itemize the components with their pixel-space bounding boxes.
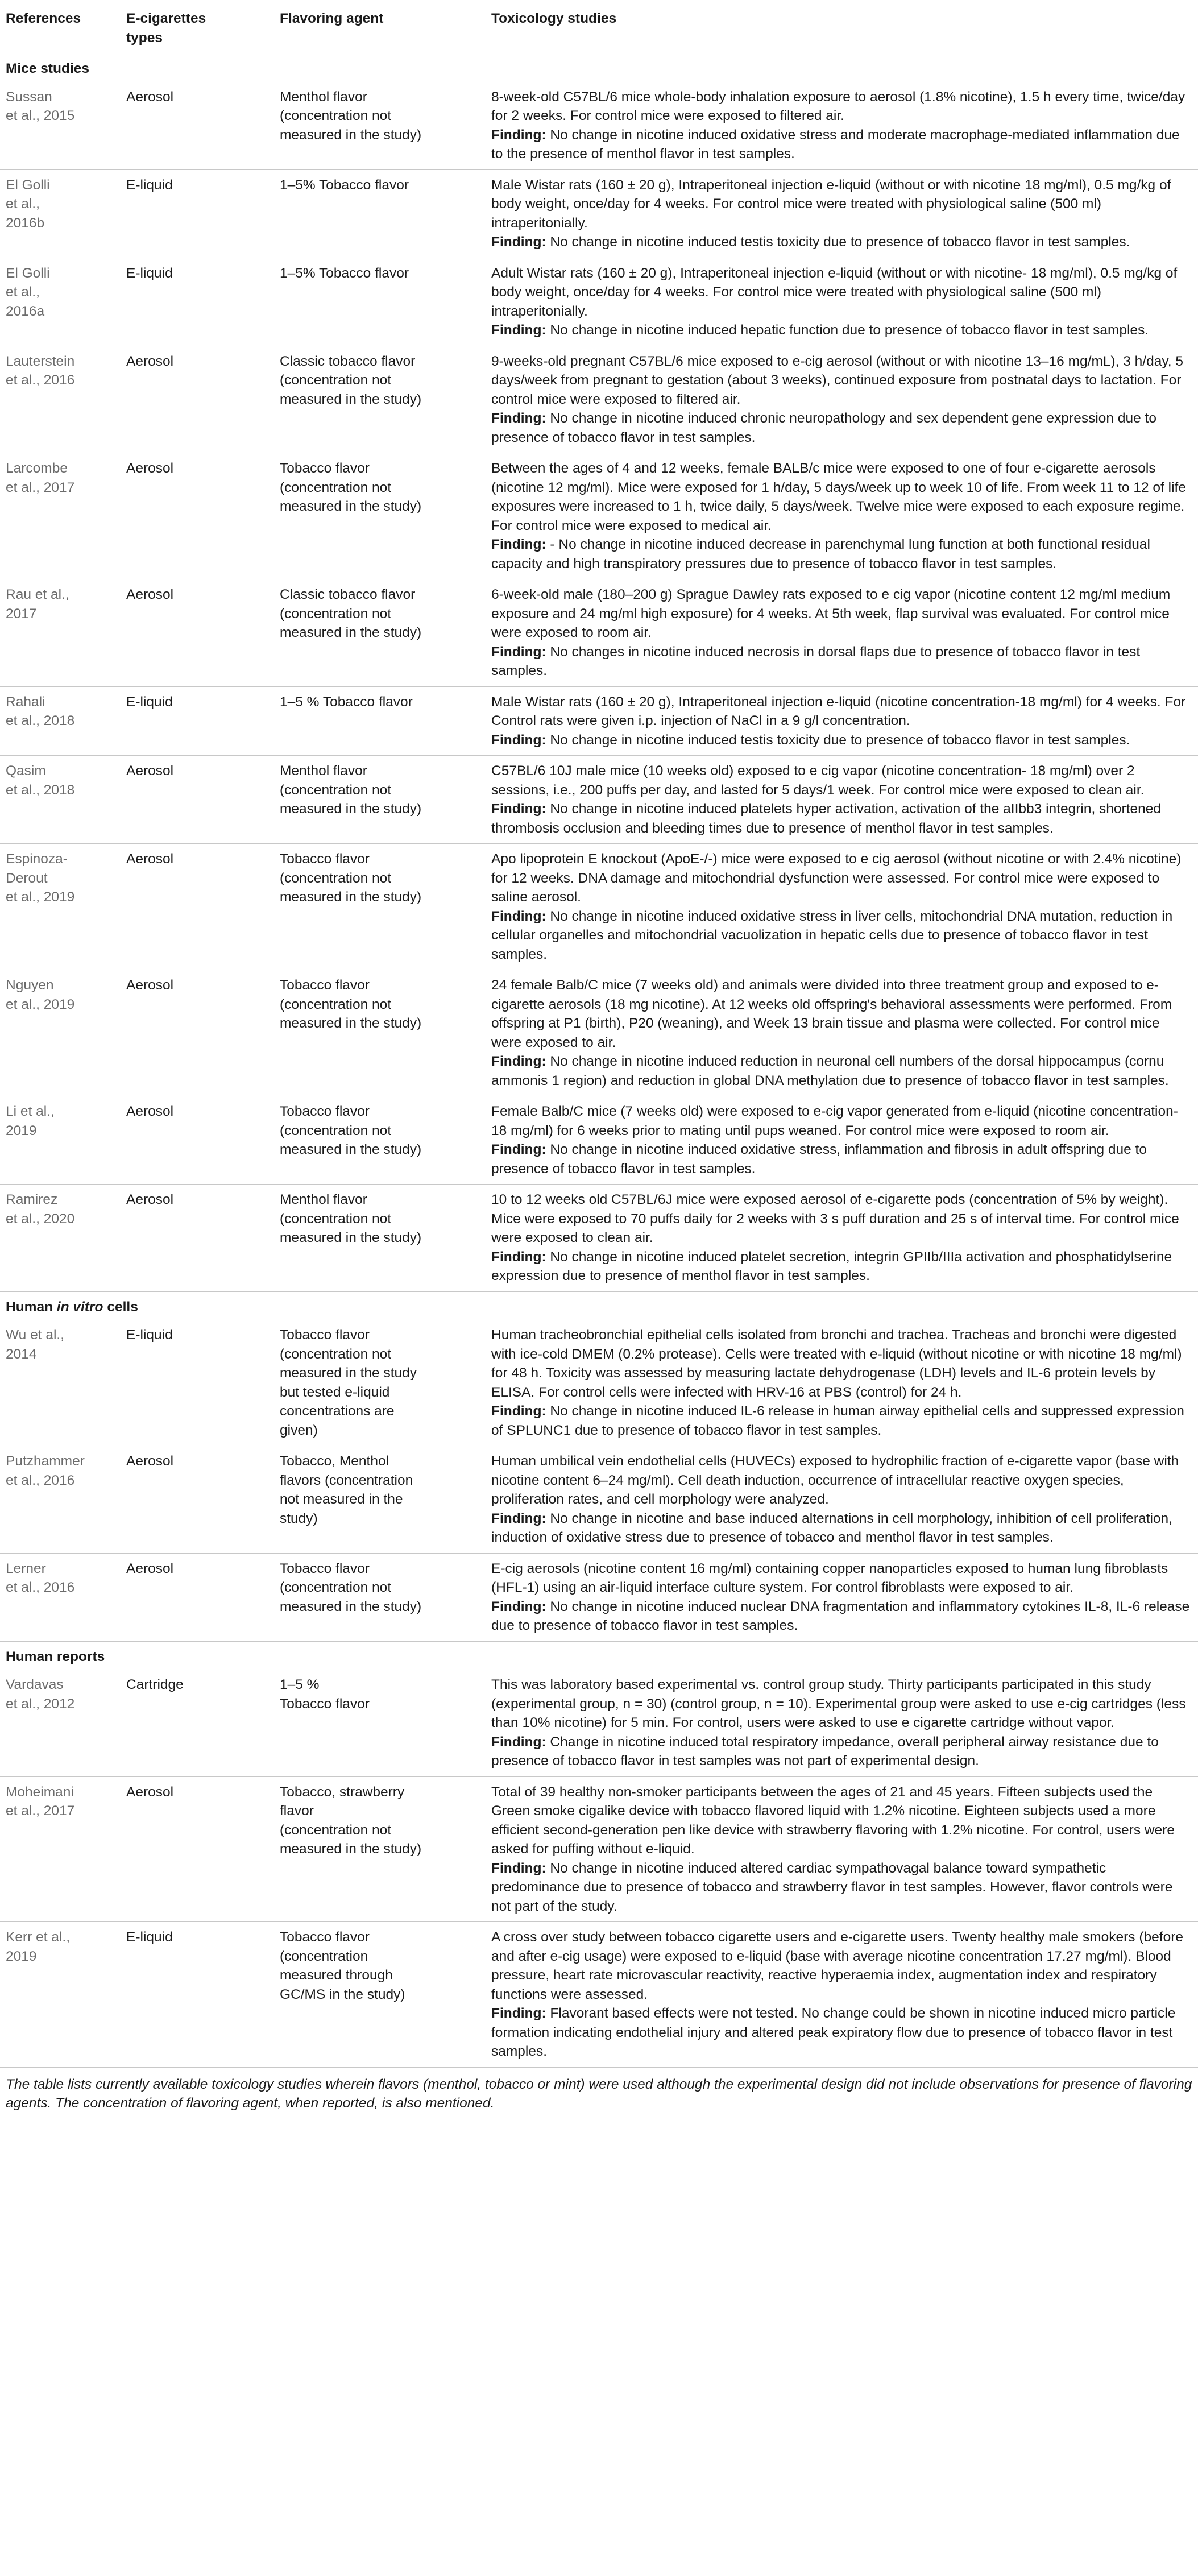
study-description: 10 to 12 weeks old C57BL/6J mice were exposed aerosol of e-cigarette pods (concentration of 5% by weight). Mice were exposed to 70 puffs daily for 2 weeks with 3 s puff duration and 25 s of interval time. For control mice were exposed to clean air. bbox=[491, 1192, 1179, 1245]
ecig-type-cell: Cartridge bbox=[126, 1677, 184, 1692]
finding-label: Finding: bbox=[491, 732, 546, 748]
reference-cell: Rau et al., 2017 bbox=[6, 587, 69, 622]
finding-text: No change in nicotine induced altered cardiac sympathovagal balance toward sympathetic predominance due to presence of tobacco and strawberry flavor in test samples. However, flavor controls were not part of the study. bbox=[491, 1860, 1177, 1914]
study-finding bbox=[491, 1248, 1191, 1286]
study-finding bbox=[491, 1402, 1191, 1440]
group-heading-italic: in vitro bbox=[56, 1299, 103, 1315]
toxicology-study-cell bbox=[486, 844, 1198, 970]
reference-cell: Vardavas et al., 2012 bbox=[6, 1677, 75, 1712]
finding-label: Finding: bbox=[491, 1142, 546, 1157]
flavoring-agent-cell: Tobacco flavor (concentration not measured in the study) bbox=[280, 978, 422, 1031]
group-heading-suffix: cells bbox=[103, 1299, 138, 1315]
ecig-type-cell: Aerosol bbox=[126, 461, 174, 476]
finding-text: Change in nicotine induced total respiratory impedance, overall peripheral airway resistance due to presence of tobacco flavor in test samples was not part of experimental design. bbox=[491, 1734, 1163, 1769]
toxicology-study-cell bbox=[486, 453, 1198, 579]
finding-text: - No change in nicotine induced decrease in parenchymal lung function at both functional residual capacity and high transpiratory pressures due to presence of tobacco flavor in test samples. bbox=[491, 537, 1154, 571]
toxicology-study-cell bbox=[486, 1922, 1198, 2068]
flavoring-agent-cell: Menthol flavor (concentration not measured in the study) bbox=[280, 763, 422, 817]
study-finding bbox=[491, 1733, 1191, 1771]
finding-label: Finding: bbox=[491, 1403, 546, 1419]
study-finding bbox=[491, 126, 1191, 164]
study-finding bbox=[491, 233, 1191, 252]
study-description: 6-week-old male (180–200 g) Sprague Dawley rats exposed to e cig vapor (nicotine content 12 mg/ml medium exposure and 24 mg/ml high exposure) for 4 weeks. At 5th week, flap survival was evaluated. For control mice were exposed to room air. bbox=[491, 587, 1171, 640]
reference-cell: Qasim et al., 2018 bbox=[6, 763, 75, 798]
ecig-type-cell: E-liquid bbox=[126, 694, 173, 710]
ecig-type-cell: Aerosol bbox=[126, 851, 174, 867]
table-row bbox=[0, 1096, 1198, 1185]
flavoring-agent-cell: Tobacco flavor (concentration not measured in the study but tested e-liquid concentrations are given) bbox=[280, 1327, 417, 1438]
table-row bbox=[0, 1922, 1198, 2068]
finding-text: No change in nicotine and base induced alternations in cell morphology, inhibition of cell proliferation, induction of oxidative stress due to presence of tobacco and menthol flavor in test samples. bbox=[491, 1510, 1176, 1545]
study-description: C57BL/6 10J male mice (10 weeks old) exposed to e cig vapor (nicotine concentration- 18 mg/ml) over 2 sessions, i.e., 200 puffs per day, and lasted for 5 days/1 week. For control mice were exposed to clean air. bbox=[491, 763, 1145, 798]
toxicology-table bbox=[0, 8, 1198, 2068]
group-heading: Human reports bbox=[6, 1649, 105, 1664]
toxicology-study-cell bbox=[486, 258, 1198, 346]
toxicology-study-cell bbox=[486, 1446, 1198, 1554]
table-row bbox=[0, 1185, 1198, 1292]
finding-text: No change in nicotine induced testis toxicity due to presence of tobacco flavor in test samples. bbox=[546, 234, 1130, 250]
flavoring-agent-cell: Tobacco flavor (concentration not measured in the study) bbox=[280, 851, 422, 905]
finding-label: Finding: bbox=[491, 1510, 546, 1526]
study-description: Between the ages of 4 and 12 weeks, female BALB/c mice were exposed to one of four e-cigarette aerosols (nicotine 12 mg/ml). Mice were exposed for 1 h/day, 5 days/week up to week 10 of life. From week 11 to 12 of life exposures were increased to 1 h, twice daily, 5 days/week. Twelve mice were exposed to each exposure regime. For control mice were exposed to medical air. bbox=[491, 461, 1186, 533]
reference-cell: Moheimani et al., 2017 bbox=[6, 1784, 75, 1819]
toxicology-study-cell bbox=[486, 1670, 1198, 1776]
ecig-type-cell: E-liquid bbox=[126, 1929, 173, 1945]
group-heading: Mice studies bbox=[6, 61, 90, 76]
table-row bbox=[0, 686, 1198, 756]
toxicology-study-cell bbox=[486, 1553, 1198, 1641]
flavoring-agent-cell: 1–5% Tobacco flavor bbox=[280, 265, 409, 281]
finding-label: Finding: bbox=[491, 1249, 546, 1265]
table-row bbox=[0, 756, 1198, 844]
study-finding bbox=[491, 1052, 1191, 1090]
finding-text: No change in nicotine induced oxidative stress in liver cells, mitochondrial DNA mutation, reduction in cellular organelles and mitochondrial vacuolization in hepatic cells due to presence of tobacco flavor in test samples. bbox=[491, 908, 1177, 962]
flavoring-agent-cell: Tobacco, Menthol flavors (concentration not measured in the study) bbox=[280, 1453, 413, 1526]
finding-label: Finding: bbox=[491, 801, 546, 817]
finding-label: Finding: bbox=[491, 411, 546, 426]
reference-cell: Li et al., 2019 bbox=[6, 1104, 55, 1138]
study-finding bbox=[491, 321, 1191, 340]
finding-text: No change in nicotine induced hepatic function due to presence of tobacco flavor in test samples. bbox=[546, 322, 1149, 338]
study-finding bbox=[491, 2004, 1191, 2061]
study-description: E-cig aerosols (nicotine content 16 mg/ml) containing copper nanoparticles exposed to human lung fibroblasts (HFL-1) using an air-liquid interface culture system. For control fibroblasts were exposed to air. bbox=[491, 1560, 1168, 1595]
finding-label: Finding: bbox=[491, 1054, 546, 1069]
toxicology-study-cell bbox=[486, 1320, 1198, 1446]
table-row bbox=[0, 970, 1198, 1096]
finding-label: Finding: bbox=[491, 908, 546, 924]
finding-label: Finding: bbox=[491, 234, 546, 250]
ecig-type-cell: Aerosol bbox=[126, 1560, 174, 1576]
table-row bbox=[0, 169, 1198, 258]
table-row bbox=[0, 1446, 1198, 1554]
study-finding bbox=[491, 535, 1191, 573]
flavoring-agent-cell: Tobacco flavor (concentration not measured in the study) bbox=[280, 1104, 422, 1157]
group-heading-row bbox=[0, 53, 1198, 82]
finding-text: No changes in nicotine induced necrosis in dorsal flaps due to presence of tobacco flavor in test samples. bbox=[491, 644, 1145, 678]
table-row bbox=[0, 1553, 1198, 1641]
study-finding bbox=[491, 731, 1191, 750]
table-row bbox=[0, 82, 1198, 170]
flavoring-agent-cell: Menthol flavor (concentration not measured in the study) bbox=[280, 1192, 422, 1245]
flavoring-agent-cell: Tobacco flavor (concentration measured through GC/MS in the study) bbox=[280, 1929, 405, 2002]
finding-text: No change in nicotine induced platelet secretion, integrin GPIIb/IIIa activation and phosphatidylserine expression due to presence of menthol flavor in test samples. bbox=[491, 1249, 1176, 1283]
table-row bbox=[0, 1670, 1198, 1776]
reference-cell: Nguyen et al., 2019 bbox=[6, 978, 75, 1012]
study-description: Adult Wistar rats (160 ± 20 g), Intraperitoneal injection e-liquid (without or with nicotine- 18 mg/ml), 0.5 mg/kg of body weight, once/day for 4 weeks. For control mice were treated with physiological saline (500 ml) intraperitonially. bbox=[491, 265, 1178, 319]
reference-cell: El Golli et al., 2016b bbox=[6, 177, 50, 231]
study-finding bbox=[491, 907, 1191, 964]
study-finding bbox=[491, 1509, 1191, 1547]
flavoring-agent-cell: Tobacco flavor (concentration not measured in the study) bbox=[280, 461, 422, 514]
ecig-type-cell: Aerosol bbox=[126, 763, 174, 778]
toxicology-study-cell bbox=[486, 346, 1198, 453]
reference-cell: Espinoza- Derout et al., 2019 bbox=[6, 851, 75, 905]
finding-label: Finding: bbox=[491, 644, 546, 660]
group-heading-row bbox=[0, 1641, 1198, 1670]
header-toxicology-studies: Toxicology studies bbox=[491, 11, 617, 26]
study-description: 8-week-old C57BL/6 mice whole-body inhalation exposure to aerosol (1.8% nicotine), 1.5 h every time, twice/day for 2 weeks. For control mice were exposed to filtered air. bbox=[491, 89, 1185, 123]
study-description: Human umbilical vein endothelial cells (HUVECs) exposed to hydrophilic fraction of e-cigarette vapor (base with nicotine content 6–24 mg/ml). Cell death induction, occurrence of intracellular reactive oxygen species, proliferation rates, and cell morphology were analyzed. bbox=[491, 1453, 1179, 1507]
study-finding bbox=[491, 1859, 1191, 1916]
finding-label: Finding: bbox=[491, 2006, 546, 2021]
finding-label: Finding: bbox=[491, 322, 546, 338]
study-description: 24 female Balb/C mice (7 weeks old) and animals were divided into three treatment group and exposed to e-cigarette aerosols (18 mg nicotine). At 12 weeks old offspring's behavioral assessments were performed. From offspring at P1 (birth), P20 (weaning), and Week 13 brain tissue and plasma were collected. For control mice were exposed to air. bbox=[491, 978, 1172, 1050]
reference-cell: Putzhammer et al., 2016 bbox=[6, 1453, 85, 1488]
ecig-type-cell: Aerosol bbox=[126, 1453, 174, 1469]
toxicology-study-cell bbox=[486, 756, 1198, 844]
study-description: Female Balb/C mice (7 weeks old) were exposed to e-cig vapor generated from e-liquid (nicotine concentration- 18 mg/ml) for 6 weeks prior to mating until pups weaned. For control mice were exposed to room air. bbox=[491, 1104, 1178, 1138]
ecig-type-cell: Aerosol bbox=[126, 978, 174, 993]
table-row bbox=[0, 1776, 1198, 1922]
toxicology-study-cell bbox=[486, 686, 1198, 756]
study-finding bbox=[491, 1597, 1194, 1635]
study-description: This was laboratory based experimental vs. control group study. Thirty participants participated in this study (experimental group, n = 30) (control group, n = 10). Experimental group were asked to use e-cig cartridges (less than 10% nicotine) for 5 min. For control, users were asked to use e cigarette cartridge without vapor. bbox=[491, 1677, 1186, 1730]
group-heading-prefix: Human bbox=[6, 1299, 57, 1315]
study-finding bbox=[491, 643, 1191, 681]
ecig-type-cell: Aerosol bbox=[126, 1192, 174, 1207]
reference-cell: Kerr et al., 2019 bbox=[6, 1929, 71, 1964]
ecig-type-cell: Aerosol bbox=[126, 1784, 174, 1800]
toxicology-study-cell bbox=[486, 970, 1198, 1096]
group-heading bbox=[0, 1291, 1198, 1320]
header-flavoring-agent: Flavoring agent bbox=[280, 11, 384, 26]
group-heading-row bbox=[0, 1291, 1198, 1320]
finding-text: No change in nicotine induced chronic neuropathology and sex dependent gene expression due to presence of tobacco flavor in test samples. bbox=[491, 411, 1160, 445]
table-row bbox=[0, 453, 1198, 579]
toxicology-study-cell bbox=[486, 82, 1198, 170]
reference-cell: Lauterstein et al., 2016 bbox=[6, 353, 75, 388]
ecig-type-cell: E-liquid bbox=[126, 1327, 173, 1343]
flavoring-agent-cell: 1–5% Tobacco flavor bbox=[280, 177, 409, 193]
ecig-type-cell: Aerosol bbox=[126, 587, 174, 602]
reference-cell: Rahali et al., 2018 bbox=[6, 694, 75, 728]
ecig-type-cell: E-liquid bbox=[126, 177, 173, 193]
finding-text: No change in nicotine induced nuclear DNA fragmentation and inflammatory cytokines IL-8, IL-6 release due to presence of tobacco flavor in test samples. bbox=[491, 1598, 1194, 1633]
ecig-type-cell: Aerosol bbox=[126, 353, 174, 369]
finding-label: Finding: bbox=[491, 537, 546, 552]
flavoring-agent-cell: 1–5 % Tobacco flavor bbox=[280, 1677, 370, 1712]
toxicology-study-cell bbox=[486, 579, 1198, 687]
reference-cell: El Golli et al., 2016a bbox=[6, 265, 50, 319]
flavoring-agent-cell: 1–5 % Tobacco flavor bbox=[280, 694, 413, 710]
flavoring-agent-cell: Menthol flavor (concentration not measured in the study) bbox=[280, 89, 422, 143]
table-row bbox=[0, 579, 1198, 687]
finding-text: No change in nicotine induced oxidative stress, inflammation and fibrosis in adult offspring due to presence of tobacco flavor in test samples. bbox=[491, 1142, 1151, 1177]
header-references: References bbox=[6, 11, 81, 26]
finding-label: Finding: bbox=[491, 127, 546, 143]
finding-label: Finding: bbox=[491, 1860, 546, 1876]
reference-cell: Lerner et al., 2016 bbox=[6, 1560, 75, 1595]
flavoring-agent-cell: Classic tobacco flavor (concentration not measured in the study) bbox=[280, 353, 422, 407]
study-finding bbox=[491, 1140, 1191, 1178]
study-description: Human tracheobronchial epithelial cells isolated from bronchi and trachea. Tracheas and bronchi were digested with ice-cold DMEM (0.2% protease). Cells were treated with e-liquid (without nicotine or with nicotine 18 mg/ml) for 48 h. Toxicity was assessed by measuring lactate dehydrogenase (LDH) levels and IL-6 protein levels by ELISA. For control cells were infected with HRV-16 at PBS (control) for 24 h. bbox=[491, 1327, 1182, 1400]
flavoring-agent-cell: Tobacco flavor (concentration not measured in the study) bbox=[280, 1560, 422, 1614]
reference-cell: Sussan et al., 2015 bbox=[6, 89, 75, 123]
ecig-type-cell: Aerosol bbox=[126, 89, 174, 105]
finding-text: No change in nicotine induced reduction in neuronal cell numbers of the dorsal hippocampus (cornu ammonis 1 region) and reduction in global DNA methylation due to presence of tobacco flavor in test samples. bbox=[491, 1054, 1169, 1088]
table-row bbox=[0, 346, 1198, 453]
study-description: Male Wistar rats (160 ± 20 g), Intraperitoneal injection e-liquid (without or with nicotine 18 mg/ml), 0.5 mg/kg of body weight, once/day for 4 weeks. For control mice were treated with physiological saline (500 ml) intraperitonially. bbox=[491, 177, 1171, 231]
reference-cell: Wu et al., 2014 bbox=[6, 1327, 65, 1362]
reference-cell: Larcombe et al., 2017 bbox=[6, 461, 75, 495]
table-footnote: The table lists currently available toxicology studies wherein flavors (menthol, tobacco or mint) were used although the experimental design did not include observations for presence of flavoring agents. The concentration of flavoring agent, when reported, is also mentioned. bbox=[0, 2070, 1198, 2113]
reference-cell: Ramirez et al., 2020 bbox=[6, 1192, 75, 1227]
study-description: Apo lipoprotein E knockout (ApoE-/-) mice were exposed to e cig aerosol (without nicotine or with 2.4% nicotine) for 12 weeks. DNA damage and mitochondrial dysfunction were assessed. For control mice were exposed to saline aerosol. bbox=[491, 851, 1182, 905]
study-finding bbox=[491, 409, 1191, 447]
toxicology-study-cell bbox=[486, 1096, 1198, 1185]
finding-text: Flavorant based effects were not tested. No change could be shown in nicotine induced micro particle formation indicating endothelial injury and altered peak expiratory flow due to presence of tobacco flavor in test samples. bbox=[491, 2006, 1180, 2059]
header-ecig-types: E-cigarettes types bbox=[126, 11, 206, 45]
finding-text: No change in nicotine induced oxidative stress and moderate macrophage-mediated inflammation due to the presence of menthol flavor in test samples. bbox=[491, 127, 1184, 161]
flavoring-agent-cell: Classic tobacco flavor (concentration not measured in the study) bbox=[280, 587, 422, 640]
study-finding bbox=[491, 800, 1191, 838]
table-row bbox=[0, 1320, 1198, 1446]
flavoring-agent-cell: Tobacco, strawberry flavor (concentration not measured in the study) bbox=[280, 1784, 422, 1857]
table-row bbox=[0, 844, 1198, 970]
table-header-row bbox=[0, 8, 1198, 53]
finding-text: No change in nicotine induced platelets hyper activation, activation of the aIIbb3 integrin, shortened thrombosis occlusion and bleeding times due to presence of menthol flavor in test samples. bbox=[491, 801, 1165, 836]
finding-text: No change in nicotine induced IL-6 release in human airway epithelial cells and suppressed expression of SPLUNC1 due to presence of tobacco flavor in test samples. bbox=[491, 1403, 1188, 1438]
finding-text: No change in nicotine induced testis toxicity due to presence of tobacco flavor in test samples. bbox=[546, 732, 1130, 748]
study-description: 9-weeks-old pregnant C57BL/6 mice exposed to e-cig aerosol (without or with nicotine 13–16 mg/mL), 3 h/day, 5 days/week from pregnant to gestation (about 3 weeks), continued exposure from postnatal days to lactation. For control mice were exposed to filtered air. bbox=[491, 353, 1184, 407]
finding-label: Finding: bbox=[491, 1734, 546, 1750]
toxicology-study-cell bbox=[486, 1776, 1198, 1922]
study-description: A cross over study between tobacco cigarette users and e-cigarette users. Twenty healthy male smokers (before and after e-cig usage) were exposed to e-liquid (base with average nicotine concentration 17.27 mg/ml). Blood pressure, heart rate microvascular reactivity, reactive hyperaemia index, augmentation index and respiratory functions were assessed. bbox=[491, 1929, 1183, 2002]
finding-label: Finding: bbox=[491, 1598, 546, 1614]
toxicology-study-cell bbox=[486, 169, 1198, 258]
ecig-type-cell: Aerosol bbox=[126, 1104, 174, 1119]
toxicology-study-cell bbox=[486, 1185, 1198, 1292]
table-row bbox=[0, 258, 1198, 346]
study-description: Male Wistar rats (160 ± 20 g), Intraperitoneal injection e-liquid (nicotine concentration-18 mg/ml) for 4 weeks. For Control rats were given i.p. injection of NaCl in a 9 g/l concentration. bbox=[491, 694, 1186, 728]
study-description: Total of 39 healthy non-smoker participants between the ages of 21 and 45 years. Fifteen subjects used the Green smoke cigalike device with tobacco flavored liquid with 1.2% nicotine. Eighteen subjects used a more efficient second-generation pen like device with strawberry flavoring with 1.2% nicotine. For control, users were asked for puffing without e-liquid. bbox=[491, 1784, 1175, 1857]
ecig-type-cell: E-liquid bbox=[126, 265, 173, 281]
